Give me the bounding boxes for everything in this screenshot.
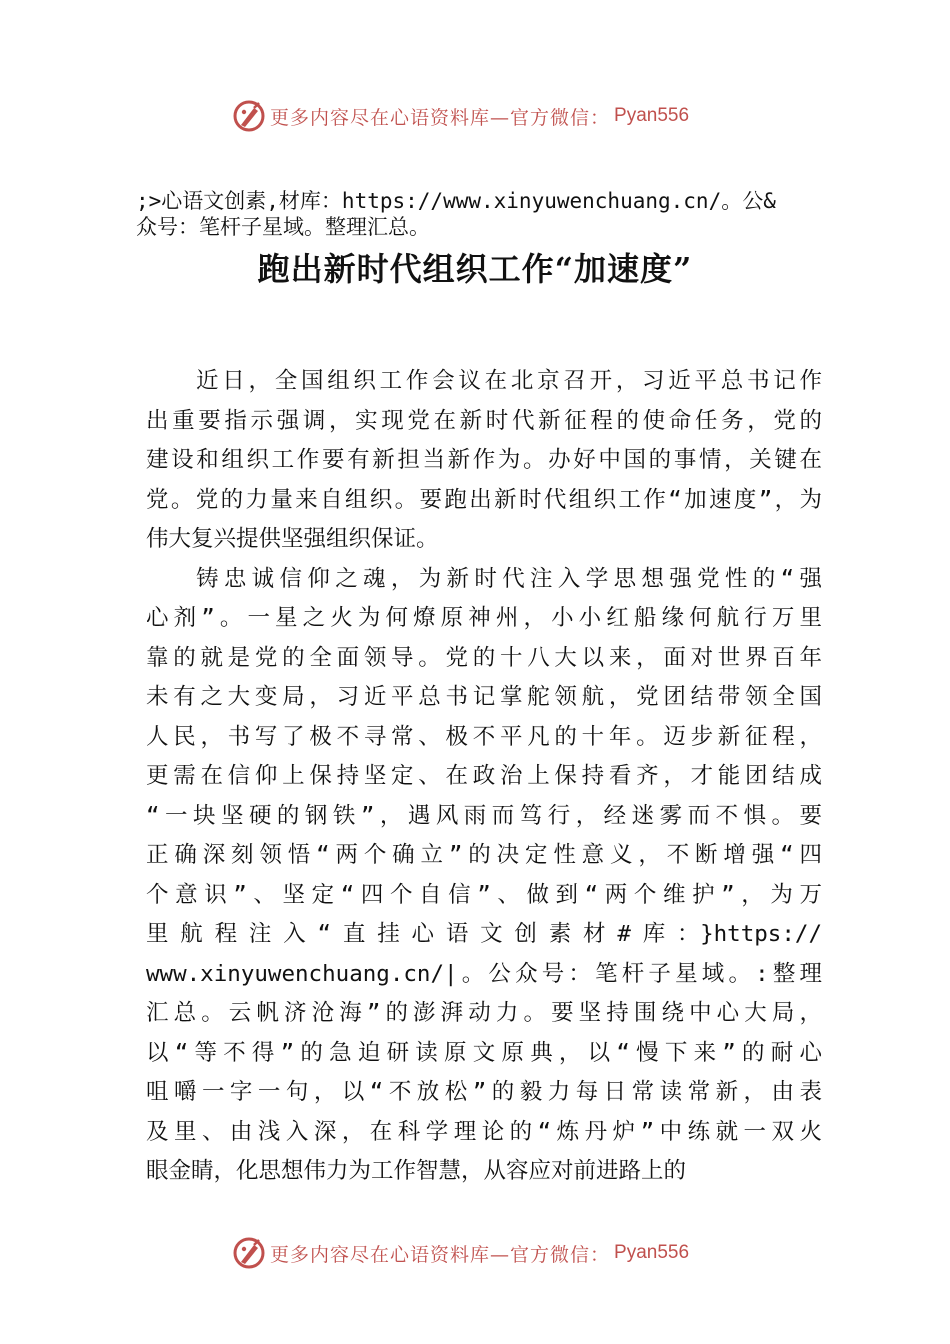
text-line: 伟大复兴提供坚强组织保证。 (146, 526, 439, 552)
text-line: 出重要指示强调，实现党在新时代新征程的使命任务，党的 (146, 407, 822, 434)
document-title: 跑出新时代组织工作“加速度” (257, 250, 693, 288)
text-line: 建设和组织工作要有新担当新作为。办好中国的事情，关键在 (146, 447, 822, 473)
text-line: 眼金睛，化思想伟力为工作智慧，从容应对前进路上的 (146, 1158, 687, 1184)
text-line: 个意识”、坚定“四个自信”、做到“两个维护”，为万 (146, 881, 822, 908)
text-line: 心剂”。一星之火为何燎原神州，小小红船缘何航行万里 (146, 605, 822, 631)
pen-logo-icon (232, 1236, 266, 1270)
pen-logo-icon (232, 99, 266, 133)
watermark-text (136, 188, 836, 240)
banner-wechat-id: Pyan556 (614, 1242, 690, 1263)
banner-text: 更多内容尽在心语资料库—官方微信： (270, 1243, 611, 1266)
text-line: 近日，全国组织工作会议在北京召开，习近平总书记作 (196, 368, 822, 394)
banner-wechat-id: Pyan556 (614, 105, 690, 126)
text-line: 靠的就是党的全面领导。党的十八大以来，面对世界百年 (146, 644, 822, 671)
header-banner (232, 96, 732, 136)
text-line: 里航程注入“直挂心语文创素材#库：}https:// (146, 921, 822, 947)
text-line: 更需在信仰上保持坚定、在政治上保持看齐，才能团结成 (146, 763, 822, 789)
footer-banner (232, 1233, 732, 1273)
text-line: 铸忠诚信仰之魂，为新时代注入学思想强党性的“强 (196, 565, 822, 592)
text-line: 党。党的力量来自组织。要跑出新时代组织工作“加速度”，为 (146, 486, 822, 513)
text-line: 未有之大变局，习近平总书记掌舵领航，党团结带领全国 (146, 684, 822, 710)
text-line: 汇总。云帆济沧海”的澎湃动力。要坚持围绕中心大局， (146, 1000, 822, 1026)
watermark-line: ;>心语文创素,材库：https://www.xinyuwenchuang.cn/。公& (136, 189, 776, 213)
text-line: www.xinyuwenchuang.cn/|。公众号：笔杆子星域。:整理 (146, 960, 822, 987)
text-line: 及里、由浅入深，在科学理论的“炼丹炉”中练就一双火 (146, 1118, 822, 1145)
text-line: 咀嚼一字一句，以“不放松”的毅力每日常读常新，由表 (146, 1079, 822, 1105)
document-body (146, 362, 822, 1192)
text-line: “一块坚硬的钢铁”，遇风雨而笃行，经迷雾而不惧。要 (146, 802, 822, 829)
text-line: 正确深刻领悟“两个确立”的决定性意义，不断增强“四 (146, 842, 822, 868)
banner-text: 更多内容尽在心语资料库—官方微信： (270, 106, 611, 129)
text-line: 人民，书写了极不寻常、极不平凡的十年。迈步新征程， (146, 723, 822, 750)
text-line: 以“等不得”的急迫研读原文原典，以“慢下来”的耐心 (146, 1039, 822, 1066)
watermark-line: 众号：笔杆子星域。整理汇总。 (136, 215, 430, 239)
